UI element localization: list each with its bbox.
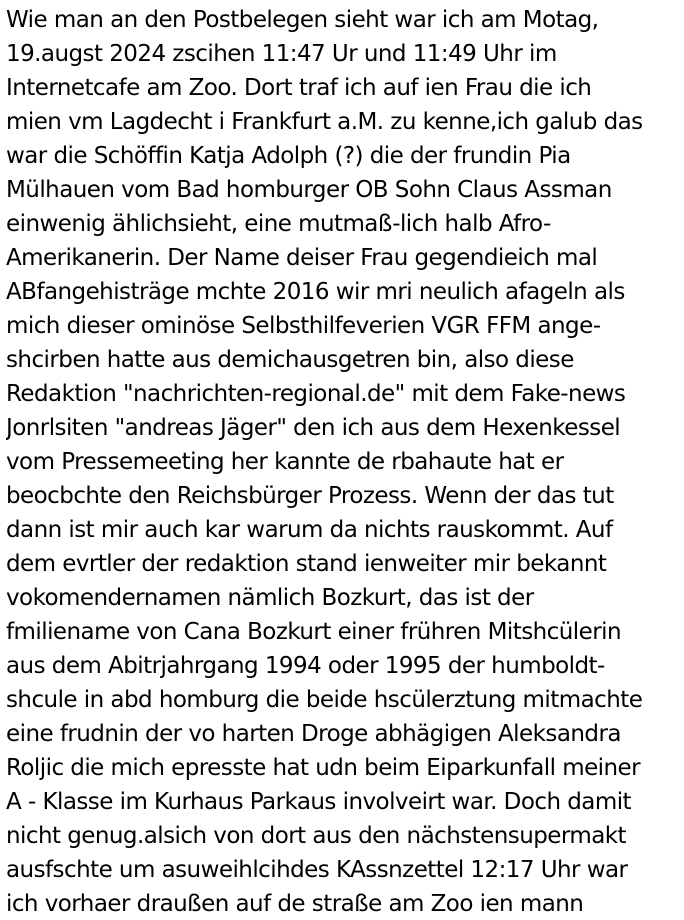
text-line: ausfschte um asuweihlcihdes KAssnzettel 12:17 Uhr war (6, 857, 628, 883)
text-line: dann ist mir auch kar warum da nichts rauskommt. Auf (6, 517, 613, 543)
text-line: Roljic die mich epresste hat udn beim Eiparkunfall meiner (6, 755, 641, 781)
text-line: ich vorhaer draußen auf de straße am Zoo ien mann (6, 891, 584, 917)
text-line: Internetcafe am Zoo. Dort traf ich auf ien Frau die ich (6, 75, 592, 101)
text-line: 19.augst 2024 zscihen 11:47 Ur und 11:49 Uhr im (6, 41, 557, 67)
text-line: war die Schöffin Katja Adolph (?) die der frundin Pia (6, 143, 571, 169)
text-line: vokomendernamen nämlich Bozkurt, das ist der (6, 585, 534, 611)
text-line: vom Pressemeeting her kannte de rbahaute hat er (6, 449, 564, 475)
text-line: Wie man an den Postbelegen sieht war ich am Motag, (6, 7, 599, 33)
text-line: Jonrlsiten "andreas Jäger" den ich aus dem Hexenkessel (6, 415, 621, 441)
body-text (6, 3, 684, 920)
text-line: einwenig ählichsieht, eine mutmaß-lich halb Afro- (6, 211, 551, 237)
text-line: ABfangehisträge mchte 2016 wir mri neulich afageln als (6, 279, 625, 305)
text-line: eine frudnin der vo harten Droge abhägigen Aleksandra (6, 721, 621, 747)
text-line: beocbchte den Reichsbürger Prozess. Wenn der das tut (6, 483, 614, 509)
text-line: mien vm Lagdecht i Frankfurt a.M. zu kenne,ich galub das (6, 109, 643, 135)
text-line: nicht genug.alsich von dort aus den nächstensupermakt (6, 823, 627, 849)
text-line: Mülhauen vom Bad homburger OB Sohn Claus Assman (6, 177, 612, 203)
text-line: Redaktion "nachrichten-regional.de" mit dem Fake-news (6, 381, 626, 407)
text-line: dem evrtler der redaktion stand ienweiter mir bekannt (6, 551, 607, 577)
text-line: mich dieser ominöse Selbsthilfeverien VGR FFM ange- (6, 313, 601, 339)
text-line: shcirben hatte aus demichausgetren bin, also diese (6, 347, 574, 373)
text-line: shcule in abd homburg die beide hscülerztung mitmachte (6, 687, 643, 713)
text-line: aus dem Abitrjahrgang 1994 oder 1995 der humboldt- (6, 653, 605, 679)
text-line: A - Klasse im Kurhaus Parkaus involveirt war. Doch damit (6, 789, 632, 815)
text-line: Amerikanerin. Der Name deiser Frau gegendieich mal (6, 245, 598, 271)
text-line: fmilienamе von Cana Bozkurt einer frühren Mitshcülerin (6, 619, 621, 645)
